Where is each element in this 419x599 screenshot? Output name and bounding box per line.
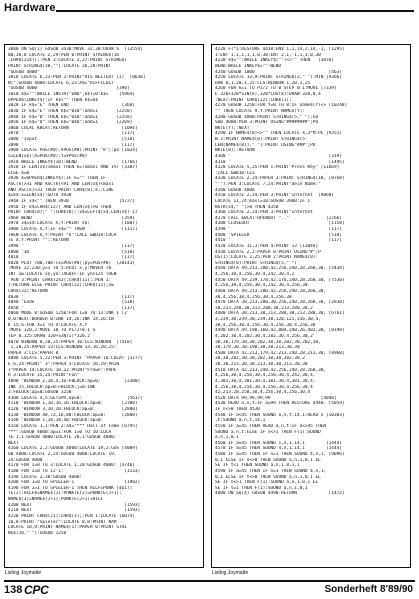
code-line: 4010 ' [117] — [8, 255, 135, 261]
code-line: PRINT CHR$(8);" ";CHR$(8);:x$=LEFT$(x$,LEN(x$)-1) — [8, 210, 138, 216]
code-line: NAME$(J)=NAME$(J+1):PUNKTE(J+1)=HILF — [8, 497, 104, 502]
code-line: 3810 k$="":WHILE INSTR("END",k$)=0:k$= [5964] — [8, 92, 135, 97]
code-line: 30,30,179,30,30,202,30,30,202,30,202,30, — [215, 339, 321, 345]
listing-column-left — [4, 44, 204, 568]
code-line: "" THEN LOCATE 9,Y:PRINT NAME$(Y): — [215, 108, 305, 114]
code-line: 4100 LOCATE 4,5:GETSPR,ap=0: [5617] — [8, 395, 143, 401]
code-line: 3960 WEND [359] — [8, 215, 135, 221]
code-line: 4250 LOCATE 13,9:PRINT STRING$(2," "):MIN [9366] — [215, 75, 342, 81]
code-line: 4230 k$="":WHILE INKEY$("")<>"" THEN [3870] — [215, 58, 334, 64]
code-line: 4480 DATA 30,213,30,213,280,30,213,280,30, [6761] — [215, 311, 345, 317]
code-line: 30,179,30,30,190,30,30,213,30,30 — [215, 345, 300, 351]
code-line: 4360 LOCATE 2,24:PEN 3:PRINT"Internet — [215, 210, 313, 216]
code-line: 4110 'WINDOW 1,10,16,16:FBLOCK:ap=0: [2300] — [8, 401, 138, 407]
code-line: 4150 LOCATE 1,1:PEN 2:a$="*** Hall of Fame [6795] — [8, 423, 138, 429]
code-line: 4180 FOR I=0 TO 12-1: [1133] — [8, 468, 141, 474]
code-line: 4440 DATA 49,213,280,42,256,240,28,268,30, [5434] — [215, 266, 345, 272]
code-line: 4220 F(*1:RESTORE 4410:ENV 1,1,14,2,14,-1, [1295] — [215, 47, 345, 52]
code-line: 0,0:NEXT:BORDER 0:INK 14,26:INK 14,26:IN — [8, 317, 114, 322]
code-line: 4600 ON SQ(4) GOSUB 4490:RETURN [1472] — [215, 491, 345, 497]
code-line: :CALL &BB18:CLS — [215, 170, 255, 176]
code-line: :MOVE 320,2:MOVE 10 TO PI/2+0.1 S — [8, 328, 96, 334]
code-line: 4000 '3D [518] — [8, 249, 135, 255]
code-line: 3840 IF k$="D" THEN k$="010":add=1 [2258] — [8, 114, 133, 120]
code-line: ):RETURN ELSE PRINT CHR$(22);CHR$(11);x& — [8, 283, 114, 289]
code-line: NG$(20," "):GOSUB 1250 — [8, 530, 67, 536]
code-line: CHR$(22):RETURN — [8, 288, 48, 294]
code-line: 4,256,30,4,256,30,4,242,30,4,256,30 — [215, 283, 308, 289]
code-line: 3970 x$=x$:LOCATE X,Y:PRINT x$; [1087] — [8, 221, 138, 227]
code-line: SE IF n<>1 THEN F(1):SOUND a,n,1,0,1 EL — [215, 480, 319, 486]
code-line: 4,301,30,4,301,30,4,301,30,4,301,30,4, — [215, 378, 316, 384]
code-line: 3900 LOCATE POS(#0),VPOS(#0):PRINT "k";:po [1024] — [8, 148, 138, 154]
code-line: :NEXT:PRINT CHR$(22);CHR$(1); — [215, 97, 292, 103]
code-line: "GUSUB 4800" — [8, 69, 40, 75]
code-line: 4270 GOSUB 1250:FOR Y=0 TO 8:IF name$(Y)<> [10248] — [215, 103, 348, 109]
code-line: 0,1 ELSE IF n<>0 THEN SOUND a,n,1,0,1 EL — [215, 457, 321, 463]
code-line: 4330 LOCATE 2,24:PAPER 3:PRINT STRING$(18, [8768] — [215, 176, 345, 182]
code-line: 4520 DATA 99,99,99,99 [4048] — [215, 395, 337, 401]
code-line: 4,256,30,4,256,30,4,256,30,4,256,30,4 — [215, 384, 313, 390]
code-line: 4040 'Ende [518] — [8, 300, 135, 306]
code-line: 4260 FOR k=1 TO PI/2 TO 0 STEP 0.1:MOVE [7339] — [215, 86, 337, 92]
code-line: 3910 WHILE INKEY$(18):WEND [1766] — [8, 159, 138, 165]
code-line: 3850 IF k$="D" THEN k$="040":add=1 [2269] — [8, 120, 133, 126]
code-line: 4240 GOSUB 1000 [463] — [215, 69, 342, 75]
code-line: K 15,6:FOR X=1 TO 4:LOCATE X,Y — [8, 322, 88, 328]
code-line: DOW 0,1,20,1,25:CLS:WINDOW 1,20,1,25 — [215, 80, 311, 86]
code-line: 4550 IF a=45 THEN READ a,n,t:IF a<>45 THEN — [215, 423, 327, 429]
code-line: 3,239,30,239,30,239,30,120,121,316,30,4, — [215, 317, 321, 322]
page-number: 138 — [4, 584, 23, 596]
code-line: IF n<>0 THEN 4530 — [215, 407, 260, 412]
code-line: 4570 IF a=45 THEN SOUND 4,n,1,14,1 [1444] — [215, 446, 342, 452]
code-line: ELSE k=0 — [8, 170, 30, 176]
code-line: 4390 ' [117] — [215, 227, 342, 232]
code-line: 4430 LOCATE 2,2:PAPER 0:PRINT USING"#";P — [215, 249, 321, 255]
code-line: 4220 PRINT CHR$(21);CHR$(1);:PEN 1:LOCATE [6074] — [8, 513, 135, 519]
code-line: 4160 LOCATE 2,2:GOSUB 4000:LOCATE 19,2:GOS [4009] — [8, 446, 138, 452]
code-line: 4350 LOCATE 2,24:PEN 3:PRINT"Internet [9868] — [215, 193, 334, 199]
code-line: PAPER 3:CLS:PAPER 0 — [8, 350, 59, 356]
code-line: 4320 LOCATE 5,25:PEN 1:PRINT"Press Key" [11669] — [215, 165, 340, 171]
code-line: 4130 'WINDOW 48,72,16,80:FBLOCK:ap=0: [2800] — [8, 412, 138, 418]
code-line: 30,4,256,30,4,256,30,4,256,30 — [215, 294, 292, 300]
code-line: ,t:SOUND a,n,t,14,1 — [215, 418, 266, 424]
code-line: 1:ENT 1,1,1,1,1,0,30:ENT 2,1,-1,1,1,0,30 — [215, 52, 321, 58]
code-line: 30,30,213,30,30,213,30,30,213,30,30 — [215, 362, 308, 367]
code-line: SOUND a,n,t:ELSE IF n<>1 THEN F(1):SOUND — [215, 429, 321, 435]
code-line: 4050 ' [117] — [8, 305, 135, 311]
code-line: TE(J):HILF$=NAME$(J):PUNKTE(J)=PUNKTE(J+1): — [8, 491, 122, 497]
code-line: NKTE(0);:RETURN — [215, 148, 255, 154]
code-line: R 3:LOCATE 15,24:PRINT"Fun" — [8, 373, 80, 379]
code-line: 3:FBLOCK:ap=0:GOSUB 3250 — [8, 390, 72, 396]
page-header — [4, 2, 414, 18]
code-line: N)":GOSUB 4000:LOCATE 6,23:A$="DIFFICULT — [8, 80, 114, 86]
code-line: " "):PEN 3:LOCATE 7,24:PRINT"Dein Name:" — [215, 182, 321, 187]
code-line: 3920 IF LEN(x$)>maxi THEN k=(xmaxi AND 1%) [3387] — [8, 165, 138, 171]
code-line: 00,30,0 LOCATE 2,29:PEN 0:PRINT STRING$(16 — [8, 52, 120, 58]
code-line: N 3:PRINT NAME$(0):PRINT STRING$(5- — [215, 137, 308, 142]
code-line: 3880 'Input [518] — [8, 137, 135, 142]
code-line: 3890 ' [117] — [8, 142, 135, 148]
code-line: 4090 'WINDOW 2,10,4,16:FBLOCK:ap=0: [2300] — [8, 378, 141, 384]
code-line: E 320+320*SIN(k),320*COS(k):DRAW 320,0,4 — [215, 92, 321, 97]
footer-rule — [4, 580, 415, 582]
code-line: 4,256,30,4,256,30,4,242,30,4,2 — [215, 272, 295, 277]
code-line: 3980 LOCATE X,Y:IF x$="" THEN [1117] — [8, 227, 138, 232]
code-line: 4460 DATA 49,213,280,42,256,240,28,268,30, — [215, 288, 327, 294]
code-line: 24:GOSUB 4000 — [8, 457, 43, 463]
code-line: TE 1,I:GOSUB 4000:LOCATE 20,I:GOSUB 4000: — [8, 435, 117, 441]
code-line: :MOVE 22,230:y=1 TO 5:PLOT x,y:MOVER 70 — [8, 266, 112, 272]
code-line: 1,20,25:PAPER 13:CLS:WINDOW 13,16,20,25: — [8, 345, 117, 351]
page-footer — [0, 580, 419, 598]
code-line: E 6,24:PRINT" 3":PAPER 3:LOCATE 10,19:PRIN — [8, 362, 120, 367]
code-line: 4170 FOR I=0 TO 3:LOCATE 1,20:GOSUB 4000: [3748] — [8, 463, 135, 469]
code-line: a,n,1,0,1 — [215, 435, 239, 441]
code-line: 4510 DATA 42,213,240,42,256,240,28,268,30, — [215, 367, 327, 373]
code-line: LOCATE 11,24:maxl=10:GOSUB 3900:IF I — [215, 198, 311, 204]
code-line: 4410 ' [117] — [215, 238, 342, 244]
code-line: 4200 FOR J=0 TO SPIELER-1 [1982] — [8, 480, 141, 486]
code-line: SUB 4000:PEN 3:PRINT USING"########";PU — [215, 120, 319, 126]
code-line: PEN 3:PRINT CHR$(243);CHR$(11);:PEN 1: — [8, 277, 112, 283]
code-line: 10,8:PRINT "Spieler":LOCATE 8,8:PRINT NAM — [8, 519, 117, 525]
code-line: NSTR(x$," ")>0 THEN 4350 — [215, 204, 279, 210]
code-line: 0,1 ELSE IF t<>0 THEN SOUND a,n,1,0,1 EL — [215, 474, 321, 480]
code-line: 4340 GOSUB 4000 — [215, 187, 255, 193]
code-line: AND ASC(k)>31 THEN PRINT CHR$(8);k;:LINE — [8, 187, 114, 193]
code-line: 4370 CALL &BCA7:OPENOUT ".." [2766] — [215, 215, 342, 221]
code-line: OS(1):LOCATE 2,25:PEN 2:PRINT NAME$(0): — [215, 255, 319, 261]
code-line: 4190 FOR J=1 TO SPIELER-1 THEN HILF=PUNK [4617] — [8, 485, 133, 491]
code-line: TEP 0.125:DRAW 320+SIN(I)*320,2 — [8, 333, 90, 339]
code-line: 4380 CLOSEOUT [1158] — [215, 221, 345, 227]
code-line: $=k$:x=LEN(x$):GOTO 3930 — [8, 193, 72, 199]
code-line: 4,202,30,4,202,30,4,202,30,4,256,30,2 — [215, 333, 313, 339]
code-line: 4400 'SPIELER [518] — [215, 232, 342, 238]
code-line: 4120 'WINDOW 3,10,20:FBLOCK:ap=0: [2800] — [8, 407, 138, 412]
code-line: LOCATE 10,9:PRINT NAME$(1):PAPER 0:PRINT STRI — [8, 525, 127, 531]
code-line: 3870 ' [117] — [8, 131, 135, 137]
code-line: "GOSUB 4000 [390] — [8, 86, 130, 92]
code-line: 4590 IF a=45 THEN IF n=1 THEN SOUND 4,n,1, — [215, 468, 327, 474]
code-line: 3830 IF k$="E" THEN k$="010":add=1 [2250] — [8, 108, 133, 114]
code-line: 3800 ON SQ(1) GOSUB 3430:MOVE 32,30:DRAW 6 [13554] — [8, 47, 143, 52]
code-line: THEN LOCATE X,Y:PRINT "k":CALL &BD19:LOCA — [8, 232, 117, 238]
code-line: 3930 k=UPPER$(INKEY$):IF k="" THEN IF — [8, 176, 106, 182]
code-line: 4470 DATA 30,213,280,30,256,240,28,268,30, [2830] — [215, 300, 345, 306]
code-line: 4290 IF NAME$(0)<>"" THEN LOCATE 4,3*M:PE [9351] — [215, 131, 342, 137]
code-line: ASC(k)>31 AND ASC(k)<91 AND LEN(x$)<maxl — [8, 182, 114, 187]
code-line: 30,4,256,30,4,256,30,4,256,30,4,256,30 — [215, 322, 316, 328]
code-line: NEXT — [8, 440, 19, 446]
code-line: 4490 DATA 49,190,160,42,804,240,26,402,30, [8190] — [215, 328, 345, 334]
code-line: 4450 DATA 49,239,178,42,176,240,28,268,30, [7530] — [215, 277, 345, 283]
code-line: INK 15,FBLOCK:ap=0:FBLOCK:j=0:INK — [8, 384, 96, 390]
code-line: SE IF t<1 THEN SOUND a,n,1,0,1,1 — [215, 463, 300, 469]
code-line: 4280 GOSUB 4000:PRINT STRING$(5," ");GO — [215, 114, 319, 120]
listing-caption-left: Listing Joymatte — [5, 570, 42, 576]
code-line: 4200 NEXT [1593] — [8, 502, 141, 508]
code-line: 4020 PLOT 700,700:lx=POS(#0):py=POS(#0) [20143] — [8, 260, 135, 266]
listing-caption-right: Listing Joymatte — [212, 570, 249, 576]
code-line: UPPER$(INKEY$):IF k$<"" THEN k$=k$ — [8, 97, 98, 103]
code-line: 4080 LOCATE 5,22:PEN 3:PRINT "PAPER 10:LOCAT [3777] — [8, 356, 143, 362]
section-title: Hardware — [4, 2, 56, 14]
code-line: 4060 MODE 0:GOSUB 1250:FOR I=0 TO 13:INK I [2 — [8, 311, 127, 317]
code-line: 4560 IF a=45 THEN SOUND 1,n,1,14,1 [1444] — [215, 440, 342, 446]
code-line: SE IF t=1 THEN F(1):SOUND a,n,1,0,1 — [215, 485, 308, 491]
code-line: STRING$(0):PRINT STRING$(5," ") — [215, 260, 297, 266]
code-line: 4190 LOCATE 2,30:GOSUB 4000: — [8, 474, 83, 480]
code-line: 3940 IF x$<"" THEN 3930 [5727] — [8, 198, 135, 204]
code-line: 4,256,30,4,256,30,4,256,30,4,242,30,4, — [215, 373, 316, 379]
code-line: UB 4000:LOCATE 2,24:GOSUB 4000:LOCATE 19, — [8, 452, 117, 457]
code-line: T"PAPER 14:LOCATE 10,22:PRINT"Frown":PAPE — [8, 367, 117, 373]
code-line: 4420 LOCATE 11,3:PEN 4:PRINT 13 [13844] — [215, 243, 319, 249]
code-line: 4540 IF a<45 THEN SOUND a,n,t,14,1:READ n [10303] — [215, 412, 345, 418]
code-line: WEND:WHILE INKEY$="":WEND — [215, 63, 282, 69]
code-line: 4030 ' [117] — [8, 294, 135, 300]
code-line: 4310 ' [1495] — [215, 159, 345, 165]
code-line: 4580 IF a=45 THEN IF n=1 THEN SOUND 4,n,1, [9096] — [215, 452, 345, 457]
code-line: 4140 'WINDOW 1,10,18,40:FBLOCK:ap=0: — [8, 418, 104, 424]
code-line: 4210 NEXT [1593] — [8, 508, 141, 514]
code-line: 4300 ' [319] — [215, 153, 342, 159]
code-line: NKTE(Y);:NEXT — [215, 125, 250, 131]
code-line: 4070 WINDOW 8,20,25:PAPER 10:CLS:WINDOW [7410] — [8, 339, 133, 345]
code-line: 3820 IF k$="E" THEN END [360] — [8, 103, 135, 109]
code-line: TE X,Y:PRINT "";:RETURN — [8, 238, 69, 244]
code-line: LEN(NAME$(0))," "):PRINT USING"###";PU — [215, 142, 316, 148]
code-line: ,CHR$(214));:PEN 3:LOCATE 2,27:PRINT STRING$( — [8, 58, 127, 64]
code-line: INT x&:LOCATE xn,yn:TAGOFF:IF yn>125 THEN — [8, 272, 117, 277]
listing-column-right — [211, 44, 411, 568]
header-rule — [56, 10, 414, 12]
code-line: PRINT STRING$(38,""):LOCATE 26,28:PRINT — [8, 63, 112, 69]
code-line: 30,30,202,30,30,202,30,30,202,30,2 — [215, 356, 305, 362]
code-line: 4500 DATA 42,213,179,42,213,240,28,213,30, [8960] — [215, 350, 345, 356]
magazine-logo: CPC — [24, 583, 49, 597]
code-line: 42,213,28,258,30,4,256,30,4,256,30,4 — [215, 390, 311, 396]
code-line: 4530 READ a,n,t:IF a=99 THEN RESTORE 4440: [5059] — [215, 401, 345, 407]
code-line: 3810 LOCATE 6,23:PEN 3:PRINT"HIS WEITER? (J/ [8630] — [8, 75, 146, 81]
code-line: 3950 IF k$=CHR$(127) AND LEN(x$)>0 THEN — [8, 204, 112, 210]
code-line: 3990 ' [117] — [8, 243, 135, 249]
code-line: s=LEN(x$):X=POS(#0):Y=VPOS(#0) — [8, 153, 88, 159]
code-line: 30,213,240,30,213,280,30,213,280,30,2 — [215, 305, 313, 311]
issue-label: Sonderheft 8'89/90 — [324, 584, 413, 595]
code-line: ***":GOSUB 4000:ap=1:FOR I=0 TO 10:LOCA — [8, 429, 112, 435]
code-line: 3860 LOCAL KBCAT:RETURN [1094] — [8, 125, 138, 131]
